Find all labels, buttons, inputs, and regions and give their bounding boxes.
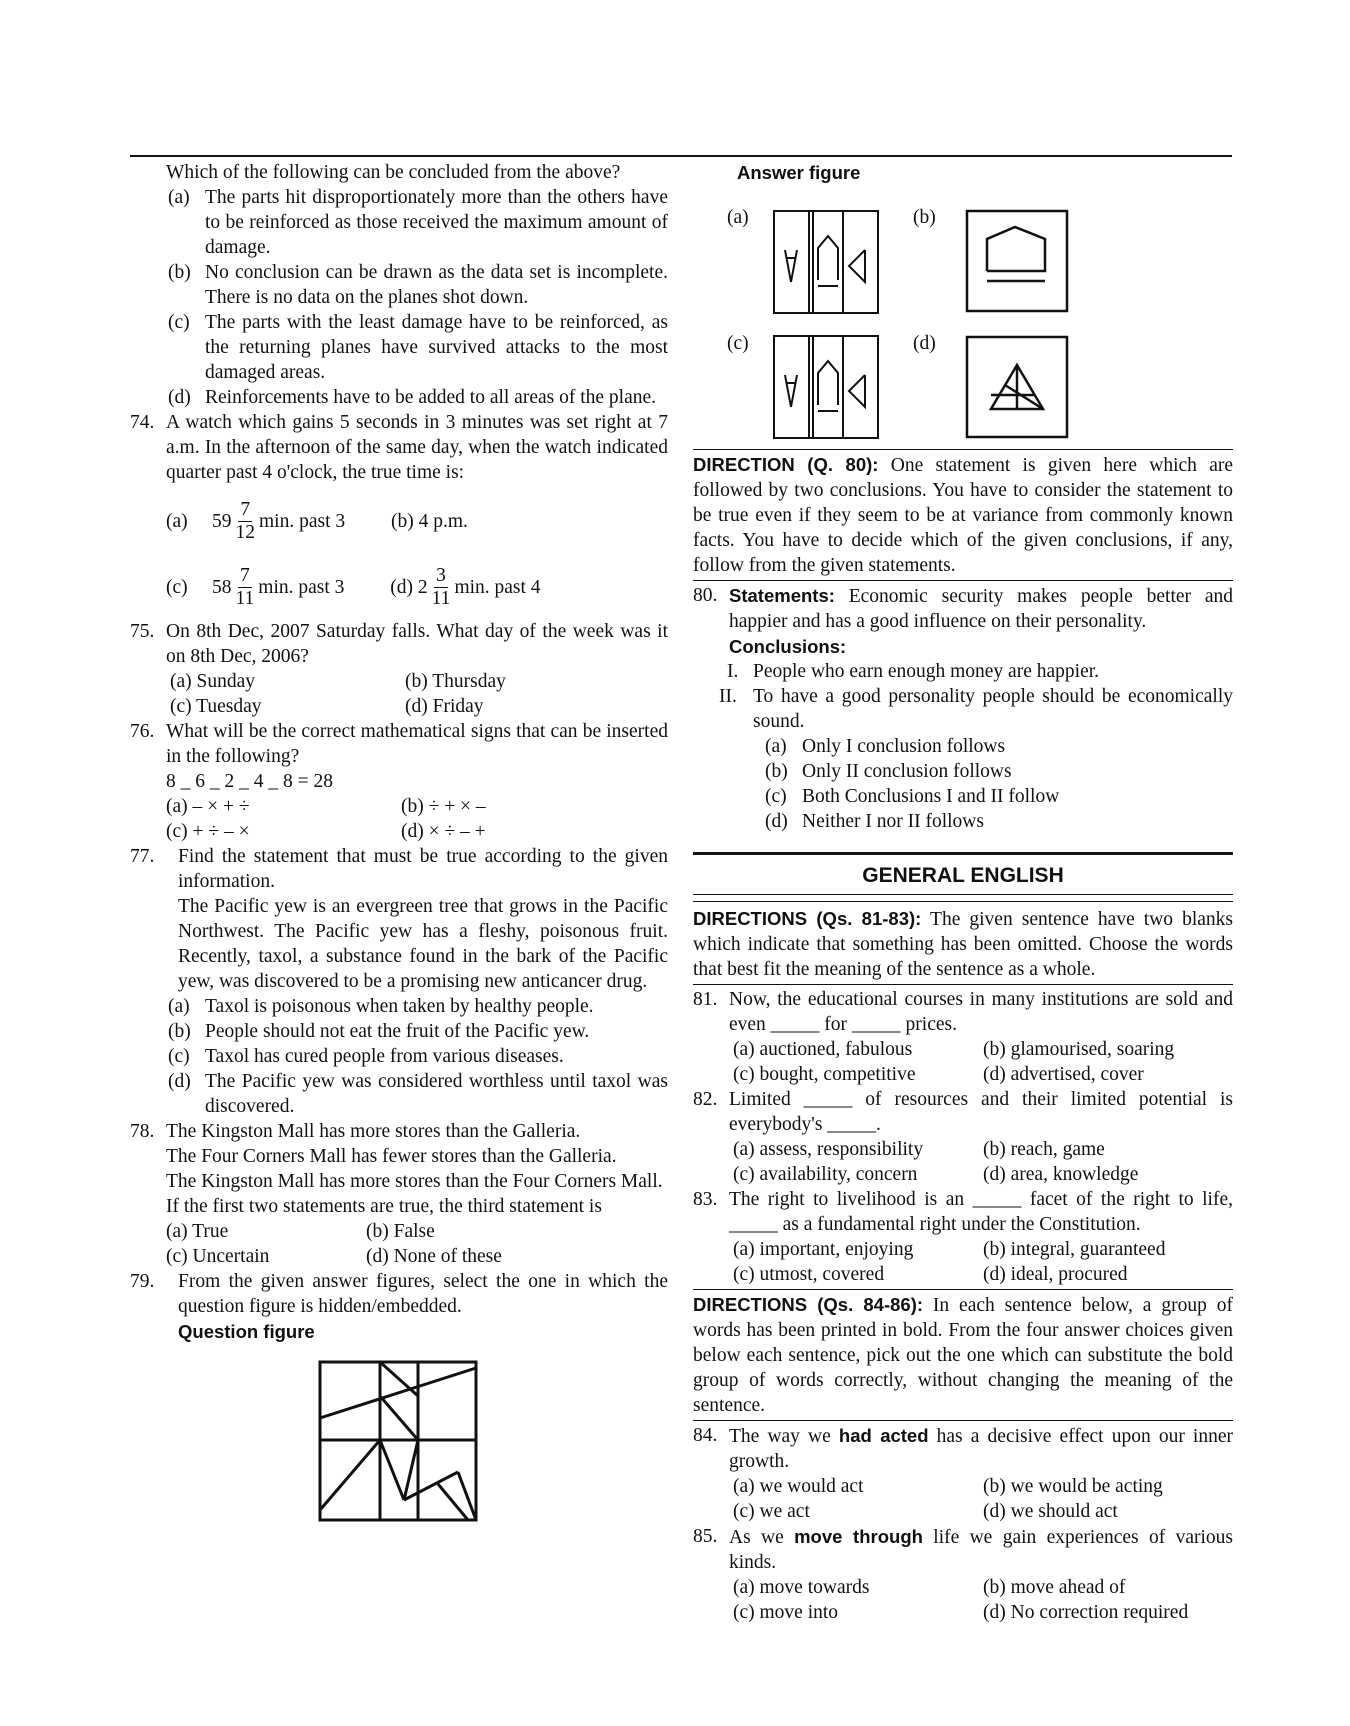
q74-a-fraction: $\frac{7}{12}$	[235, 498, 255, 543]
answer-figures	[693, 185, 1233, 439]
answer-label-d: (d)	[913, 333, 936, 354]
question-81: 81. Now, the educational courses in many institutions are sold and even _____ for _____ prices.	[693, 989, 1233, 1035]
q75-options: (a) Sunday (b) Thursday (c) Tuesday (d) Friday	[170, 671, 506, 717]
q80-conclusion-2: II. To have a good personality people should be economically sound.	[719, 686, 1233, 732]
question-74	[130, 410, 668, 485]
q81-options: (a) auctioned, fabulous (b) glamourised, soaring (c) bought, competitive (d) advertised, cover	[733, 1039, 1175, 1085]
answer-figure-a	[773, 210, 879, 314]
divider	[693, 1289, 1233, 1290]
q78-options: (a) True (b) False (c) Uncertain (d) None of these	[166, 1221, 502, 1267]
q80-option-b: (b) Only II conclusion follows	[765, 761, 1012, 782]
q73-option-d: (d) Reinforcements have to be added to all areas of the plane.	[168, 387, 657, 408]
q77-option-c: (c) Taxol has cured people from various diseases.	[168, 1046, 564, 1067]
q74-d-fraction: $\frac{3}{11}$	[431, 564, 451, 609]
question-figure	[318, 1360, 668, 1522]
q77-option-b: (b) People should not eat the fruit of the Pacific yew.	[168, 1021, 590, 1042]
divider	[693, 449, 1233, 450]
answer-label-b: (b)	[913, 207, 936, 228]
directions-84-86: DIRECTIONS (Qs. 84-86): In each sentence below, a group of words has been printed in bold. From the four answer choices given below each sentence, pick out the one which can substitute the bold group of words correctly, without changing the meaning of the sentence.	[693, 1294, 1233, 1416]
q80-option-a: (a) Only I conclusion follows	[765, 736, 1006, 757]
q78-statement-2: The Four Corners Mall has fewer stores than the Galleria.	[166, 1146, 617, 1167]
q76-expression: 8 _ 6 _ 2 _ 4 _ 8 = 28	[166, 771, 333, 792]
directions-81-83: DIRECTIONS (Qs. 81-83): The given sentence have two blanks which indicate that something has been omitted. Choose the words that best fit the meaning of the sentence as a whole.	[693, 908, 1233, 980]
q74-c-fraction: $\frac{7}{11}$	[235, 564, 255, 609]
q82-options: (a) assess, responsibility (b) reach, game (c) availability, concern (d) area, knowledge	[733, 1139, 1139, 1185]
q73-option-a: (a) The parts hit disproportionately more than the others have to be reinforced as those received the maximum amount of damage.	[168, 187, 668, 258]
section-heading-underline	[693, 895, 1233, 902]
q85-options: (a) move towards (b) move ahead of (c) move into (d) No correction required	[733, 1577, 1189, 1623]
divider	[693, 580, 1233, 581]
question-80: 80. Statements: Economic security makes people better and happier and has a good influence on their personality.	[693, 585, 1234, 632]
question-85: 85. As we move through life we gain experiences of various kinds.	[693, 1526, 1233, 1573]
right-column	[693, 160, 1233, 1625]
question-76: 76. What will be the correct mathematical signs that can be inserted in the following?	[130, 721, 668, 767]
q77-option-a: (a) Taxol is poisonous when taken by healthy people.	[168, 996, 594, 1017]
direction-80: DIRECTION (Q. 80): One statement is given here which are followed by two conclusions. You have to consider the statement to be true even if they seem to be at variance from commonly known facts. You have to decide which of the given conclusions, if any, follow from the given statements.	[693, 454, 1234, 576]
question-figure-label: Question figure	[178, 1321, 315, 1342]
question-84: 84. The way we had acted has a decisive effect upon our inner growth.	[693, 1425, 1234, 1472]
question-75: 75. On 8th Dec, 2007 Saturday falls. What day of the week was it on 8th Dec, 2006?	[130, 621, 668, 667]
question-82: 82. Limited _____ of resources and their limited potential is everybody's _____.	[693, 1089, 1233, 1135]
q78-statement-3: The Kingston Mall has more stores than the Four Corners Mall.	[166, 1171, 663, 1192]
question-79: 79. From the given answer figures, select the one in which the question figure is hidden/embedded.	[130, 1271, 668, 1317]
q74-options-ab: (a) 59 $\frac{7}{12}$ min. past 3 (b) 4 p.m.	[166, 498, 468, 543]
q73-option-c: (c) The parts with the least damage have to be reinforced, as the returning planes have survived attacks to the most damaged areas.	[168, 312, 668, 383]
answer-figure-d	[965, 335, 1069, 439]
q80-conclusions-label: Conclusions:	[729, 636, 847, 657]
answer-label-a: (a)	[727, 207, 749, 228]
q83-options: (a) important, enjoying (b) integral, guaranteed (c) utmost, covered (d) ideal, procured	[733, 1239, 1166, 1285]
question-83: 83. The right to livelihood is an _____ facet of the right to life, _____ as a fundamental right under the Constitution.	[693, 1189, 1233, 1235]
q78-ask: If the first two statements are true, the third statement is	[166, 1196, 602, 1217]
q77-option-d: (d) The Pacific yew was considered worthless until taxol was discovered.	[168, 1071, 668, 1117]
q74-number: 74.	[130, 412, 155, 433]
divider	[693, 984, 1233, 985]
q73-stem: Which of the following can be concluded from the above?	[166, 162, 621, 183]
question-73-continued	[130, 160, 668, 410]
answer-figure-c	[773, 335, 879, 439]
question-77: 77. Find the statement that must be true according to the given information.	[130, 846, 668, 892]
divider	[693, 1420, 1233, 1421]
question-78: 78. The Kingston Mall has more stores than the Galleria.	[130, 1121, 581, 1142]
q80-option-d: (d) Neither I nor II follows	[765, 811, 984, 832]
q80-option-c: (c) Both Conclusions I and II follow	[765, 786, 1060, 807]
answer-figure-label: Answer figure	[737, 162, 861, 183]
left-column	[130, 160, 668, 1522]
q84-options: (a) we would act (b) we would be acting (c) we act (d) we should act	[733, 1476, 1163, 1522]
top-rule	[130, 155, 1232, 157]
q80-conclusion-1: I. People who earn enough money are happier.	[727, 661, 1100, 682]
q73-option-b: (b) No conclusion can be drawn as the data set is incomplete. There is no data on the planes shot down.	[168, 262, 668, 308]
section-heading: GENERAL ENGLISH	[693, 852, 1233, 895]
q74-options-cd: (c) 58 $\frac{7}{11}$ min. past 3 (d) 2 $\frac{3}{11}$ min. past 4	[166, 564, 541, 609]
question-figure-svg	[318, 1360, 478, 1522]
q74-text: A watch which gains 5 seconds in 3 minutes was set right at 7 a.m. In the afternoon of the same day, when the watch indicated quarter past 4 o'clock, the true time is:	[166, 412, 668, 483]
q76-options: (a) – × + ÷ (b) ÷ + × – (c) + ÷ – × (d) × ÷ – +	[166, 796, 486, 842]
q77-passage: The Pacific yew is an evergreen tree that grows in the Pacific Northwest. The Pacific yew has a fleshy, poisonous fruit. Recently, taxol, a substance found in the bark of the Pacific yew, was discovered to be a promising new anticancer drug.	[178, 896, 668, 992]
answer-figure-b	[965, 209, 1069, 313]
answer-label-c: (c)	[727, 333, 749, 354]
